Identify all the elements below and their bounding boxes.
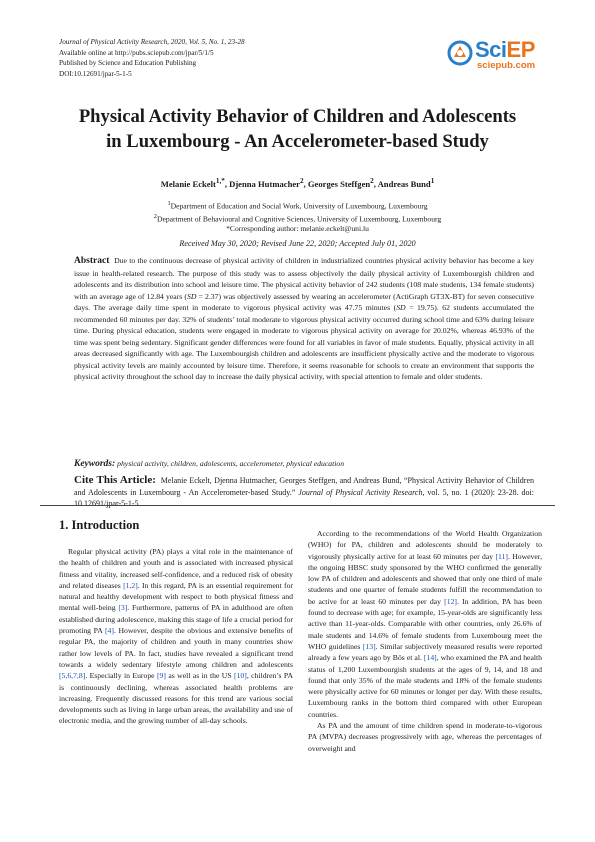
reference-link[interactable]: [3] <box>118 603 128 613</box>
sciepub-logo <box>447 37 547 73</box>
author-affiliation-mark: 1,* <box>215 177 225 185</box>
paragraph <box>308 528 542 720</box>
body-column-right <box>308 528 542 754</box>
body-text: . In this regard, PA is an essential requirement for natural and healthy development with respect to both physical fitness and mental well-being <box>59 580 294 613</box>
author-affiliation-mark: 2 <box>300 177 304 185</box>
body-text: . Furthermore, patterns of PA in adulthood are often established during adolescence, making this stage of life a crucial period for promoting PA <box>59 603 293 636</box>
section-divider <box>40 505 555 506</box>
author-name: Andreas Bund <box>377 178 431 189</box>
sciepub-logo-mark-icon <box>447 40 473 66</box>
body-text: , who examined the PA and health status of 1,200 Luxembourgish students at the ages of 9, 14, and 18 and found that only 35% of the male students and 18% of the female students were physically active for 60 minutes or longer per day. With these results, Luxembourg ranks in the bottom third compared with other European countries. <box>308 653 542 719</box>
title-line-2: in Luxembourg - An Accelerometer-based Study <box>106 131 489 152</box>
affiliations <box>40 199 555 235</box>
affiliation-text: Department of Education and Social Work, University of Luxembourg, Luxembourg <box>170 201 428 211</box>
logo-url: sciepub.com <box>477 60 536 71</box>
author-name: Melanie Eckelt <box>160 178 216 189</box>
body-text: as well as in the US <box>165 671 235 681</box>
keywords-text: physical activity, children, adolescents, accelerometer, physical education <box>117 459 345 468</box>
body-text: Regular physical activity (PA) plays a vital role in the maintenance of the health of children and youth and is associated with increased physical fitness and vitality, increased self-confidence, and a reduced risk of obesity and related diseases <box>59 547 293 590</box>
cite-label: Cite This Article: <box>74 474 156 486</box>
reference-link[interactable]: [12] <box>444 596 457 606</box>
author-list <box>40 177 555 189</box>
author-name: Djenna Hutmacher <box>229 178 300 189</box>
paragraph: As PA and the amount of time children spend in moderate-to-vigorous PA (MVPA) decreases progressively with age, whereas the percentages of overweight and <box>308 721 542 753</box>
reference-link[interactable]: [1,2] <box>123 580 138 590</box>
reference-link[interactable]: [10] <box>234 671 247 681</box>
affiliation-1 <box>40 199 555 212</box>
corresponding-author: *Corresponding author: melanie.eckelt@uni.lu <box>226 224 369 234</box>
abstract-sd: SD <box>396 303 406 312</box>
body-text: , children’s PA is continuously declining, whereas associated health problems are increasing. Frequently discussed reasons for this trend are various social developments such as living in large urban areas, the availability and use of electronic media, and the growing number of all-day schools. <box>59 671 294 726</box>
article-dates: Received May 30, 2020; Revised June 22, 2020; Accepted July 01, 2020 <box>179 239 416 248</box>
author-name: Georges Steffgen <box>307 178 371 189</box>
abstract <box>74 255 534 383</box>
body-text: According to the recommendations of the World Health Organization (WHO) for PA, children and adolescents should be moderately to vigorously physically active for at least 60 minutes per day <box>308 529 542 561</box>
reference-link[interactable]: [11] <box>495 551 508 561</box>
available-online-line: Available online at http://pubs.sciepub.com/jpar/5/1/5 <box>59 48 214 57</box>
author-separator: , <box>224 178 230 189</box>
cite-text: Melanie Eckelt, Djenna Hutmacher, Georges Steffgen, and Andreas Bund, “Physical Activity Behavior of Children and Adolescents in Luxembourg - An Accelerometer-based Study.” <box>74 476 535 497</box>
reference-link[interactable]: [14] <box>423 653 437 663</box>
abstract-text: = 2.37) was objectively assessed by wearing an accelerometer (ActiGraph GT3X-BT) for seven consecutive days. The average daily time spent in moderate to vigorous physical activity was 47.75 minutes ( <box>74 291 535 312</box>
reference-link[interactable]: [5,6,7,8] <box>59 671 86 681</box>
cite-journal: Journal of Physical Activity Research <box>298 487 423 497</box>
cite-text: , vol. 5, no. 1 (2020): 23-28. doi: 10.12691/jpar-5-1-5. <box>74 487 534 508</box>
body-text: . However, the ongoing HBSC study sponsored by the WHO confirmed the generally low PA of children and adolescents and showed that only one third of male students and one quarter of female students fulfill the recommendation to be active for at least 60 minutes per day <box>308 551 542 606</box>
doi-line: DOI:10.12691/jpar-5-1-5 <box>59 69 132 78</box>
keywords <box>74 459 534 469</box>
title-line-1: Physical Activity Behavior of Children and Adolescents <box>78 106 517 127</box>
journal-citation-line: Journal of Physical Activity Research, 2020, Vol. 5, No. 1, 23-28 <box>59 38 245 46</box>
abstract-text: Due to the continuous decrease of physical activity of children in industrialized countries physical activity behavior has become a key issue in health-related research. The purpose of this study was to assess objectively the daily physical activity of Luxembourgish children and adolescents and its distribution into school and leisure time. The physical activity behavior of 242 students (108 male students, 134 female students) with an average age of 12.84 years ( <box>74 256 534 301</box>
affiliation-mark: 2 <box>153 212 157 220</box>
body-text: . Especially in Europe <box>85 671 157 681</box>
author-affiliation-mark: 2 <box>370 177 374 185</box>
publisher-line: Published by Science and Education Publishing <box>59 59 197 68</box>
keywords-label: Keywords: <box>74 459 116 469</box>
author-separator: , <box>373 178 378 189</box>
affiliation-mark: 1 <box>167 200 171 207</box>
reference-link[interactable]: [9] <box>157 671 166 681</box>
abstract-sd: SD <box>186 291 197 301</box>
logo-sci: Sci <box>475 37 507 62</box>
reference-link[interactable]: [13] <box>362 641 376 651</box>
body-text: . However, despite the obvious and extensive benefits of regular PA, the majority of children and youth in many countries show rather low levels of PA. In fact, studies have revealed a significant trend towards a widely sedentary lifestyle among children and adolescents <box>59 626 293 669</box>
affiliation-text: Department of Behavioural and Cognitive Sciences, University of Luxembourg, Luxembourg <box>156 214 442 224</box>
body-text: . In addition, PA has been found to decrease with age; for example, 15-year-olds are significantly less active than 11-year-olds. Comparable with other countries, only 26.6% of male students and 14.6% of female students from Luxembourg meet the WHO guidelines <box>308 596 542 651</box>
body-column-left <box>59 546 293 727</box>
body-text: . Similar subjectively measured results were reported already a few years ago by Bös et al. <box>308 641 542 663</box>
logo-ep: EP <box>506 37 535 62</box>
author-separator: , <box>303 178 308 189</box>
affiliation-2 <box>40 212 555 225</box>
section-heading: 1. Introduction <box>59 518 140 532</box>
abstract-label: Abstract <box>74 256 110 266</box>
reference-link[interactable]: [4] <box>104 626 114 636</box>
paragraph <box>59 546 293 727</box>
author-affiliation-mark: 1 <box>430 177 435 185</box>
abstract-text: = 19.75). 62 students accumulated the recommended 60 minutes per day. 32% of students’ total moderate to vigorous physical activity occurred during school time and 63% during leisure time. During physical education, students were engaged in moderate to vigorous physical activity on average for 20.02%, whereas 46.93% of the time was spent being sedentary. Significant gender differences were found for all variables in favor of male students. Equally, physical activity in all areas decreased significantly with age. The Luxembourgish children and adolescents are insufficient physically active and the moderate to vigorous physical activity levels are mainly accounted by leisure time. Therefore, it seems reasonable for schools to create an environment that supports the physical activity throughout the school day to increase the daily physical activity, with special attention to female and older students. <box>74 303 534 381</box>
journal-header <box>59 37 359 79</box>
article-title <box>40 104 555 154</box>
